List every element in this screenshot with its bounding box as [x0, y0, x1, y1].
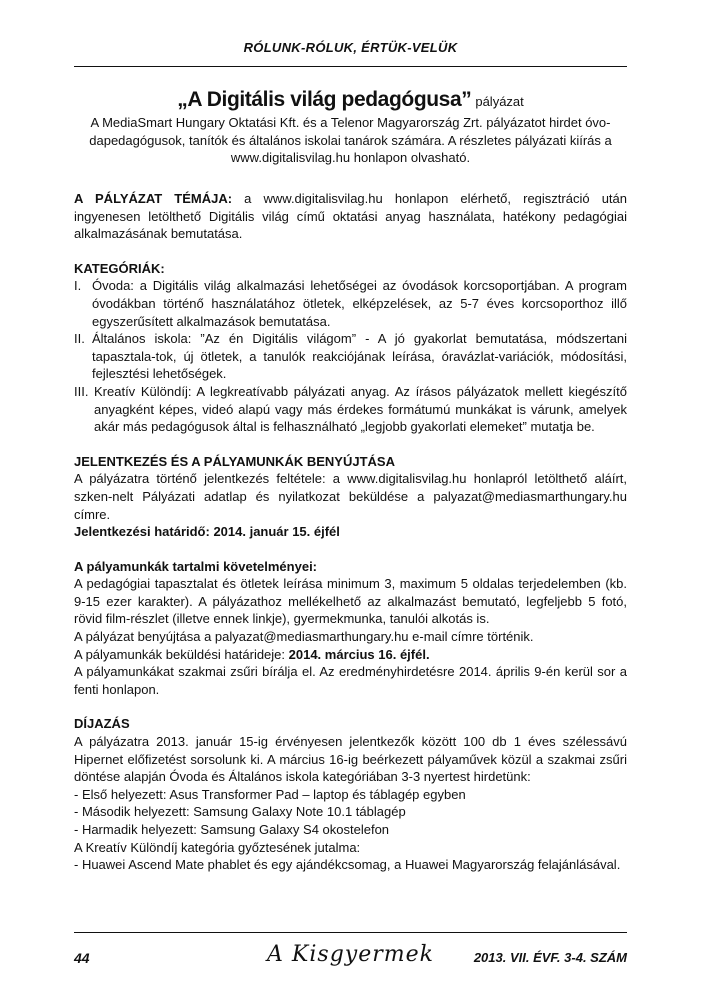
- theme-paragraph: [74, 190, 627, 243]
- journal-title: A Kisgyermek: [267, 942, 434, 967]
- prize-line: - Harmadik helyezett: Samsung Galaxy S4 okostelefon: [74, 822, 390, 837]
- requirements-text: A pedagógiai tapasztalat és ötletek leírása minimum 3, maximum 5 oldalas terjedelemben (kb. 9-15 ezer karakter). A pályázathoz mellékelhető az alkalmazást bemutató, legfeljebb 5 fotó, rövid film-részlet (illetve ennek linkje), gyermekmunka, tanulói alkotás is.: [74, 576, 627, 627]
- category-item: [74, 383, 627, 436]
- article-title-suffix: pályázat: [475, 94, 524, 109]
- submission-text: A pályázatra történő jelentkezés feltétele: a www.digitalisvilag.hu honlapról letölthető aláírt, szken-nelt Pályázati adatlap és nyilatkozat beküldése a palyazat@mediasmarthungary.hu címre.: [74, 471, 627, 522]
- category-number: II.: [74, 331, 85, 347]
- prize-line: - Első helyezett: Asus Transformer Pad – laptop és táblagép egyben: [74, 786, 466, 802]
- category-text: Kreatív Különdíj: A legkreatívabb pályázati anyag. Az írásos pályázatok mellett kiegészítő anyagként képes, videó alapú vagy más érdekes formátumú munkákat is várunk, amelyek akár más pedagógusok által is felhasználható „legjobb gyakorlati elemeket” mutatja be.: [94, 383, 627, 435]
- theme-label: A PÁLYÁZAT TÉMÁJA:: [74, 191, 233, 206]
- issue-info: 2013. VII. ÉVF. 3-4. SZÁM: [473, 950, 627, 965]
- footer: [74, 942, 627, 972]
- kreativ-prize-line: - Huawei Ascend Mate phablet és egy ajándékcsomag, a Huawei Magyarország felajánlásával.: [74, 857, 621, 873]
- jury-text: A pályamunkákat szakmai zsűri bírálja el. Az eredményhirdetésre 2014. április 9-én kerül sor a fenti honlapon.: [74, 664, 627, 697]
- awards-text: A pályázatra 2013. január 15-ig érvényesen jelentkezők között 100 db 1 éves szélessávú Hipernet előfizetést sorsolunk ki. A március 16-ig beérkezett pályaművek közül a szakmai zsűri döntése alapján Óvoda és Általános iskola kategóriában 3-3 nyertest hirdetünk:: [74, 734, 627, 785]
- intro-paragraph: A MediaSmart Hungary Oktatási Kft. és a Telenor Magyarország Zrt. pályázatot hirdet óvo-dapedagógusok, tanítók és általános iskolai tanárok számára. A részletes pályázati kiírás a www.digitalisvilag.hu honlapon olvasható.: [89, 115, 612, 165]
- header-rule: [74, 66, 627, 67]
- categories-heading: KATEGÓRIÁK:: [74, 260, 165, 276]
- theme-text: a www.digitalisvilag.hu honlapon elérhető, regisztráció után ingyenesen letölthető Digitális világ című oktatási anyag használata, hatékony pedagógiai alkalmazásának bemutatása.: [74, 191, 627, 242]
- footer-rule: [74, 932, 627, 933]
- submission-deadline-line: [74, 646, 627, 664]
- registration-deadline: Jelentkezési határidő: 2014. január 15. éjfél: [74, 524, 340, 540]
- article-body: [74, 190, 627, 874]
- submission-email-line: A pályázat benyújtása a palyazat@mediasmarthungary.hu e-mail címre történik.: [74, 629, 534, 645]
- running-title: RÓLUNK-RÓLUK, ÉRTÜK-VELÜK: [243, 40, 458, 55]
- category-item: [74, 277, 627, 330]
- category-text: Általános iskola: ”Az én Digitális világom” - A jó gyakorlat bemutatása, módszertani tapasztala-tok, új ötletek, a tanulók reakciójának leírása, óravázlat-variációk, módosítási, fejlesztési lehetőségek.: [92, 331, 627, 382]
- category-number: III.: [74, 383, 89, 399]
- title-block: [74, 88, 627, 167]
- submission-deadline-label: A pályamunkák beküldési határideje:: [74, 646, 289, 662]
- page-number: 44: [74, 950, 90, 966]
- article-title: „A Digitális világ pedagógusa”: [177, 88, 472, 111]
- submission-deadline-value: 2014. március 16. éjfél.: [288, 646, 430, 662]
- requirements-heading: A pályamunkák tartalmi követelményei:: [74, 558, 318, 574]
- category-text: Óvoda: a Digitális világ alkalmazási lehetőségei az óvodások korcsoportjában. A program óvodákban történő használatához ötletek, elképzelések, az 5-7 éves korcsoporthoz illő egyszerűsített alkalmazások bemutatása.: [92, 278, 627, 329]
- category-item: [74, 330, 627, 383]
- awards-heading: DÍJAZÁS: [74, 716, 130, 732]
- category-number: I.: [74, 278, 82, 294]
- submission-heading: JELENTKEZÉS ÉS A PÁLYAMUNKÁK BENYÚJTÁSA: [74, 453, 395, 469]
- prize-line: - Második helyezett: Samsung Galaxy Note 10.1 táblagép: [74, 804, 406, 820]
- title-line: [74, 88, 627, 112]
- kreativ-prize-heading: A Kreatív Különdíj kategória győztesének jutalma:: [74, 839, 361, 855]
